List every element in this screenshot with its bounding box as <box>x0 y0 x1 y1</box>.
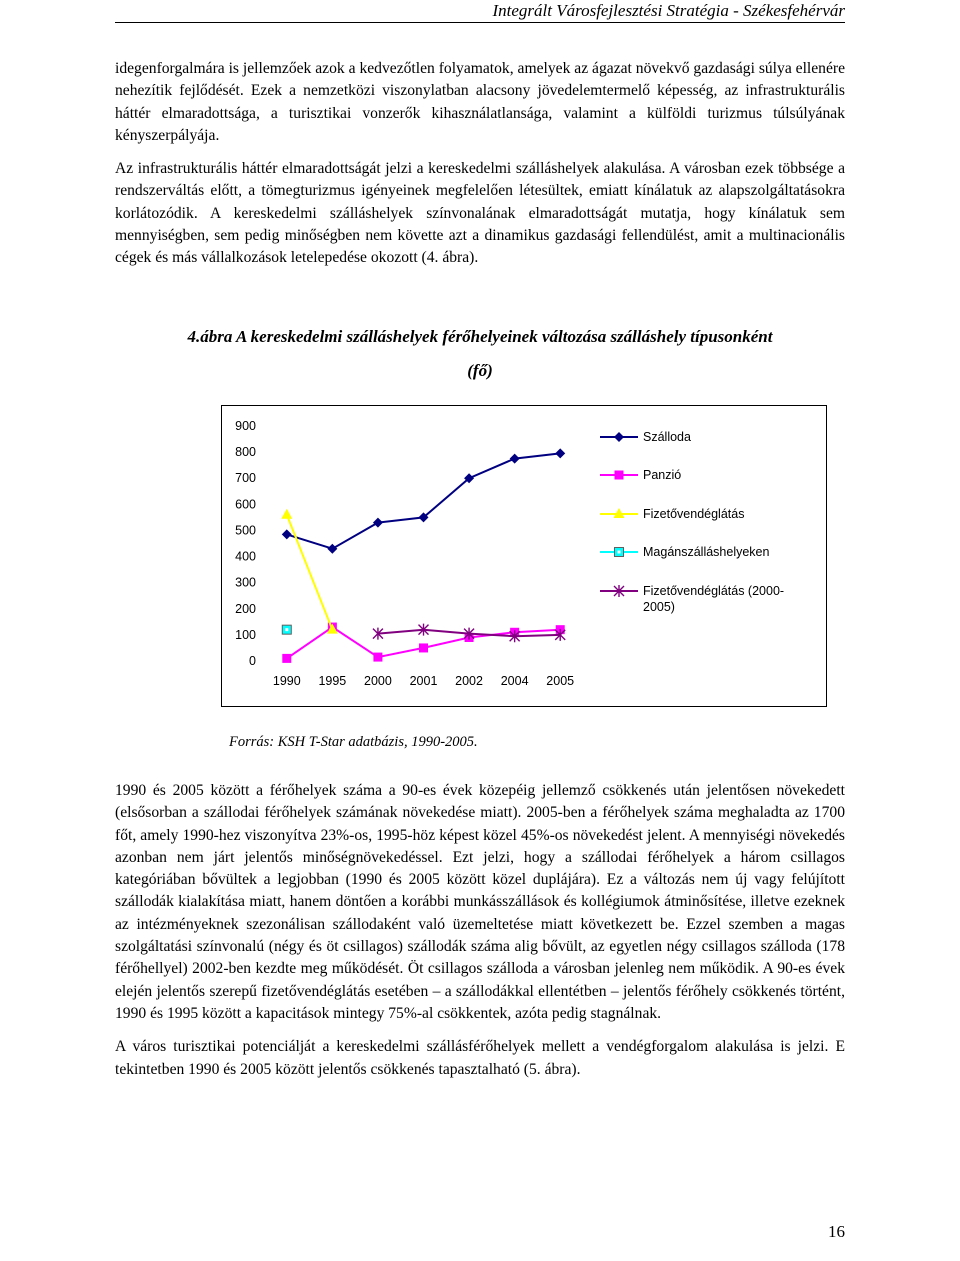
series-0-point-6 <box>555 448 565 458</box>
series-1-point-0 <box>282 654 291 663</box>
paragraph-3: 1990 és 2005 között a férőhelyek száma a 90-es évek közepéig jellemző csökkenés után jelentősen növekedett (elsősorban a szállodai férőhelyek számának növekedése miatt). 2005-ben a férőhelyek száma meghaladta az 1700 főt, amely 1990-hez viszonyítva 23%-os, 1995-höz képest közel 45%-os növekedést jelent. A mennyiségi növekedés azonban nem járt jelentős minőségnövekedéssel. Ezt jelzi, hogy a szállodai férőhelyek a három csillagos kategóriában bővültek a legjobban (1990 és 2005 között közel duplájára). Ez a változás nem új vagy felújított szállodák kialakítása miatt, hanem döntően a korábbi munkásszállások és kollégiumok átminősítése, illetve ezeknek az intézményeknek szezonálisan szállodaként való üzemeltetése miatt következett be. Ezzel szemben a magas szolgáltatási színvonalú (négy és öt csillagos) szállodák száma alig bővült, az egyetlen négy csillagos szálloda (178 férőhellyel) 2002-ben kezdte meg működését. Öt csillagos szálloda a városban jelenleg nem működik. A 90-es évek elején jelentős szerepű fizetővendéglátás esetében – a szállodákkal ellentétben – jelentős férőhely csökkenés történt, 1990 és 1995 között a kapacitások mintegy 75%-al csökkentek, azóta pedig stagnálnak. <box>115 782 845 1022</box>
y-tick-label-9: 900 <box>235 419 256 433</box>
paragraph-2: Az infrastrukturális háttér elmaradottságát jelzi a kereskedelmi szálláshelyek alakulása. A városban ezek többsége a rendszerváltás előtt, a tömegturizmus igényeinek megfelelően létesültek, emiatt kínálatuk az alapszolgáltatásokra korlátozódik. A kereskedelmi szálláshelyek színvonalának elmaradottságát mutatja, hogy kínálatuk sem mennyiségben, sem pedig minőségben nem követte azt a dinamikus gazdasági fellendülést, amit a multinacionális cégek és más vállalkozások letelepedése okozott (4. ábra). <box>115 160 845 267</box>
x-tick-label-0: 1990 <box>272 674 301 688</box>
figure-title-line2: (fő) <box>467 361 493 380</box>
series-0-point-5 <box>510 454 520 464</box>
paragraph-4: A város turisztikai potenciálját a kereskedelmi szállásférőhelyek mellett a vendégforgalom alakulása is jelzi. E tekintetben 1990 és 2005 között jelentős csökkenés tapasztalható (5. ábra). <box>115 1038 845 1078</box>
chart-frame <box>221 405 827 707</box>
series-1-point-2 <box>373 653 382 662</box>
legend-label-4: Fizetővendéglátás (2000- <box>643 584 785 598</box>
legend-label-4-cont: 2005) <box>643 600 675 614</box>
y-tick-label-3: 300 <box>235 575 256 590</box>
y-tick-label-6: 600 <box>235 497 256 512</box>
series-0-point-1 <box>327 544 337 554</box>
legend-label-1: Panzió <box>643 468 682 482</box>
figure-title <box>115 320 845 388</box>
y-tick-label-2: 200 <box>235 601 256 616</box>
legend-marker-0 <box>614 432 624 442</box>
series-3-point-0-center <box>285 628 288 631</box>
intro-section <box>115 58 845 281</box>
y-tick-label-0: 0 <box>249 654 256 668</box>
line-chart <box>222 406 826 706</box>
legend-marker-3-center <box>618 551 621 554</box>
y-tick-label-5: 500 <box>235 523 256 538</box>
series-line-0 <box>287 453 560 548</box>
x-tick-label-1: 1995 <box>318 674 347 688</box>
figure-title-line1: 4.ábra A kereskedelmi szálláshelyek férőhelyeinek változása szálláshely típusonként <box>187 327 773 346</box>
x-tick-label-2: 2000 <box>364 674 392 688</box>
header-title: Integrált Városfejlesztési Stratégia - Székesfehérvár <box>492 1 845 20</box>
y-tick-label-1: 100 <box>235 627 256 642</box>
series-0-point-0 <box>282 529 292 539</box>
x-tick-label-6: 2005 <box>546 674 575 688</box>
page-number: 16 <box>828 1222 845 1241</box>
figure-source: Forrás: KSH T-Star adatbázis, 1990-2005. <box>229 734 478 750</box>
legend-label-3: Magánszálláshelyeken <box>643 545 770 559</box>
paragraph-1: idegenforgalmára is jellemzőek azok a kedvezőtlen folyamatok, amelyek az ágazat növekvő gazdasági súlya ellenére nehezítik fejlődését. Ezek a nemzetközi viszonylatban alacsony jövedelemtermelő képesség, az infrastrukturális háttér elmaradottsága, a turisztikai vonzerők kihasználatlansága, valamint a külföldi turizmus túlsúlyának kényszerpályája. <box>115 60 845 144</box>
legend-label-0: Szálloda <box>643 430 691 444</box>
x-tick-label-3: 2001 <box>409 674 438 688</box>
analysis-section <box>115 780 845 1092</box>
series-1-point-3 <box>419 643 428 652</box>
legend-label-2: Fizetővendéglátás <box>643 507 745 521</box>
series-2-point-0 <box>281 509 292 519</box>
legend-marker-1 <box>615 471 624 480</box>
y-tick-label-4: 400 <box>235 549 256 564</box>
y-tick-label-8: 800 <box>235 445 256 460</box>
series-line-2 <box>287 515 333 630</box>
x-tick-label-5: 2004 <box>500 674 529 688</box>
x-tick-label-4: 2002 <box>455 674 483 688</box>
series-0-point-2 <box>373 518 383 528</box>
page-header <box>115 0 845 23</box>
y-tick-label-7: 700 <box>235 471 256 486</box>
